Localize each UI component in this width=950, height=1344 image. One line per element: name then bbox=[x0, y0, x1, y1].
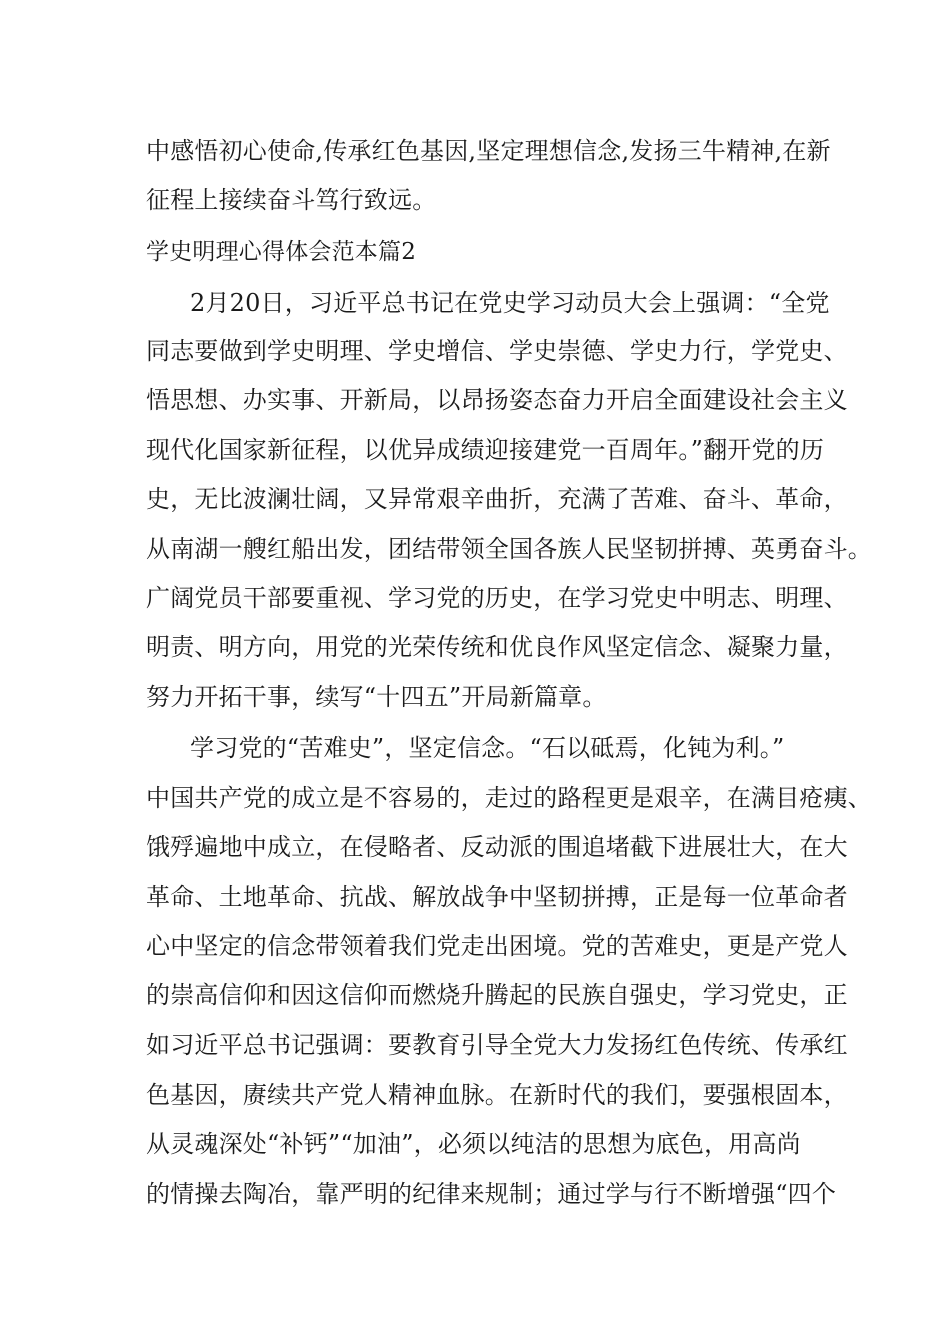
text-line: 征程上接续奋斗笃行致远。 bbox=[146, 186, 437, 214]
text-line: 中感悟初心使命,传承红色基因,坚定理想信念,发扬三牛精神,在新 bbox=[146, 137, 831, 165]
section-heading: 学史明理心得体会范本篇2 bbox=[146, 239, 417, 265]
text-line: 从灵魂深处“补钙”“加油”，必须以纯洁的思想为底色，用高尚 bbox=[146, 1130, 801, 1158]
text-line: 史，无比波澜壮阔，又异常艰辛曲折，充满了苦难、奋斗、革命， bbox=[146, 485, 848, 513]
text-line: 的崇高信仰和因这信仰而燃烧升腾起的民族自强史，学习党史，正 bbox=[146, 981, 848, 1009]
text-line: 心中坚定的信念带领着我们党走出困境。党的苦难史，更是产党人 bbox=[146, 932, 848, 960]
text-line: 2月20日，习近平总书记在党史学习动员大会上强调：“全党 bbox=[190, 289, 830, 317]
text-line: 学习党的“苦难史”，坚定信念。“石以砥焉，化钝为利。” bbox=[190, 734, 785, 762]
text-line: 努力开拓干事，续写“十四五”开局新篇章。 bbox=[146, 683, 607, 711]
text-line: 饿殍遍地中成立，在侵略者、反动派的围追堵截下进展壮大，在大 bbox=[146, 833, 848, 861]
text-line: 广阔党员干部要重视、学习党的历史，在学习党史中明志、明理、 bbox=[146, 584, 848, 612]
text-line: 的情操去陶冶，靠严明的纪律来规制；通过学与行不断增强“四个 bbox=[146, 1180, 837, 1208]
text-line: 中国共产党的成立是不容易的，走过的路程更是艰辛，在满目疮痍、 bbox=[146, 784, 872, 812]
text-line: 悟思想、办实事、开新局，以昂扬姿态奋力开启全面建设社会主义 bbox=[146, 386, 848, 414]
text-line: 明责、明方向，用党的光荣传统和优良作风坚定信念、凝聚力量， bbox=[146, 633, 848, 661]
text-line: 从南湖一艘红船出发，团结带领全国各族人民坚韧拼搏、英勇奋斗。 bbox=[146, 535, 872, 563]
text-line: 革命、土地革命、抗战、解放战争中坚韧拼搏，正是每一位革命者 bbox=[146, 883, 848, 911]
text-line: 色基因，赓续共产党人精神血脉。在新时代的我们，要强根固本， bbox=[146, 1081, 848, 1109]
text-line: 同志要做到学史明理、学史增信、学史崇德、学史力行，学党史、 bbox=[146, 337, 848, 365]
text-line: 如习近平总书记强调：要教育引导全党大力发扬红色传统、传承红 bbox=[146, 1031, 848, 1059]
text-line: 现代化国家新征程，以优异成绩迎接建党一百周年。”翻开党的历 bbox=[146, 436, 825, 464]
